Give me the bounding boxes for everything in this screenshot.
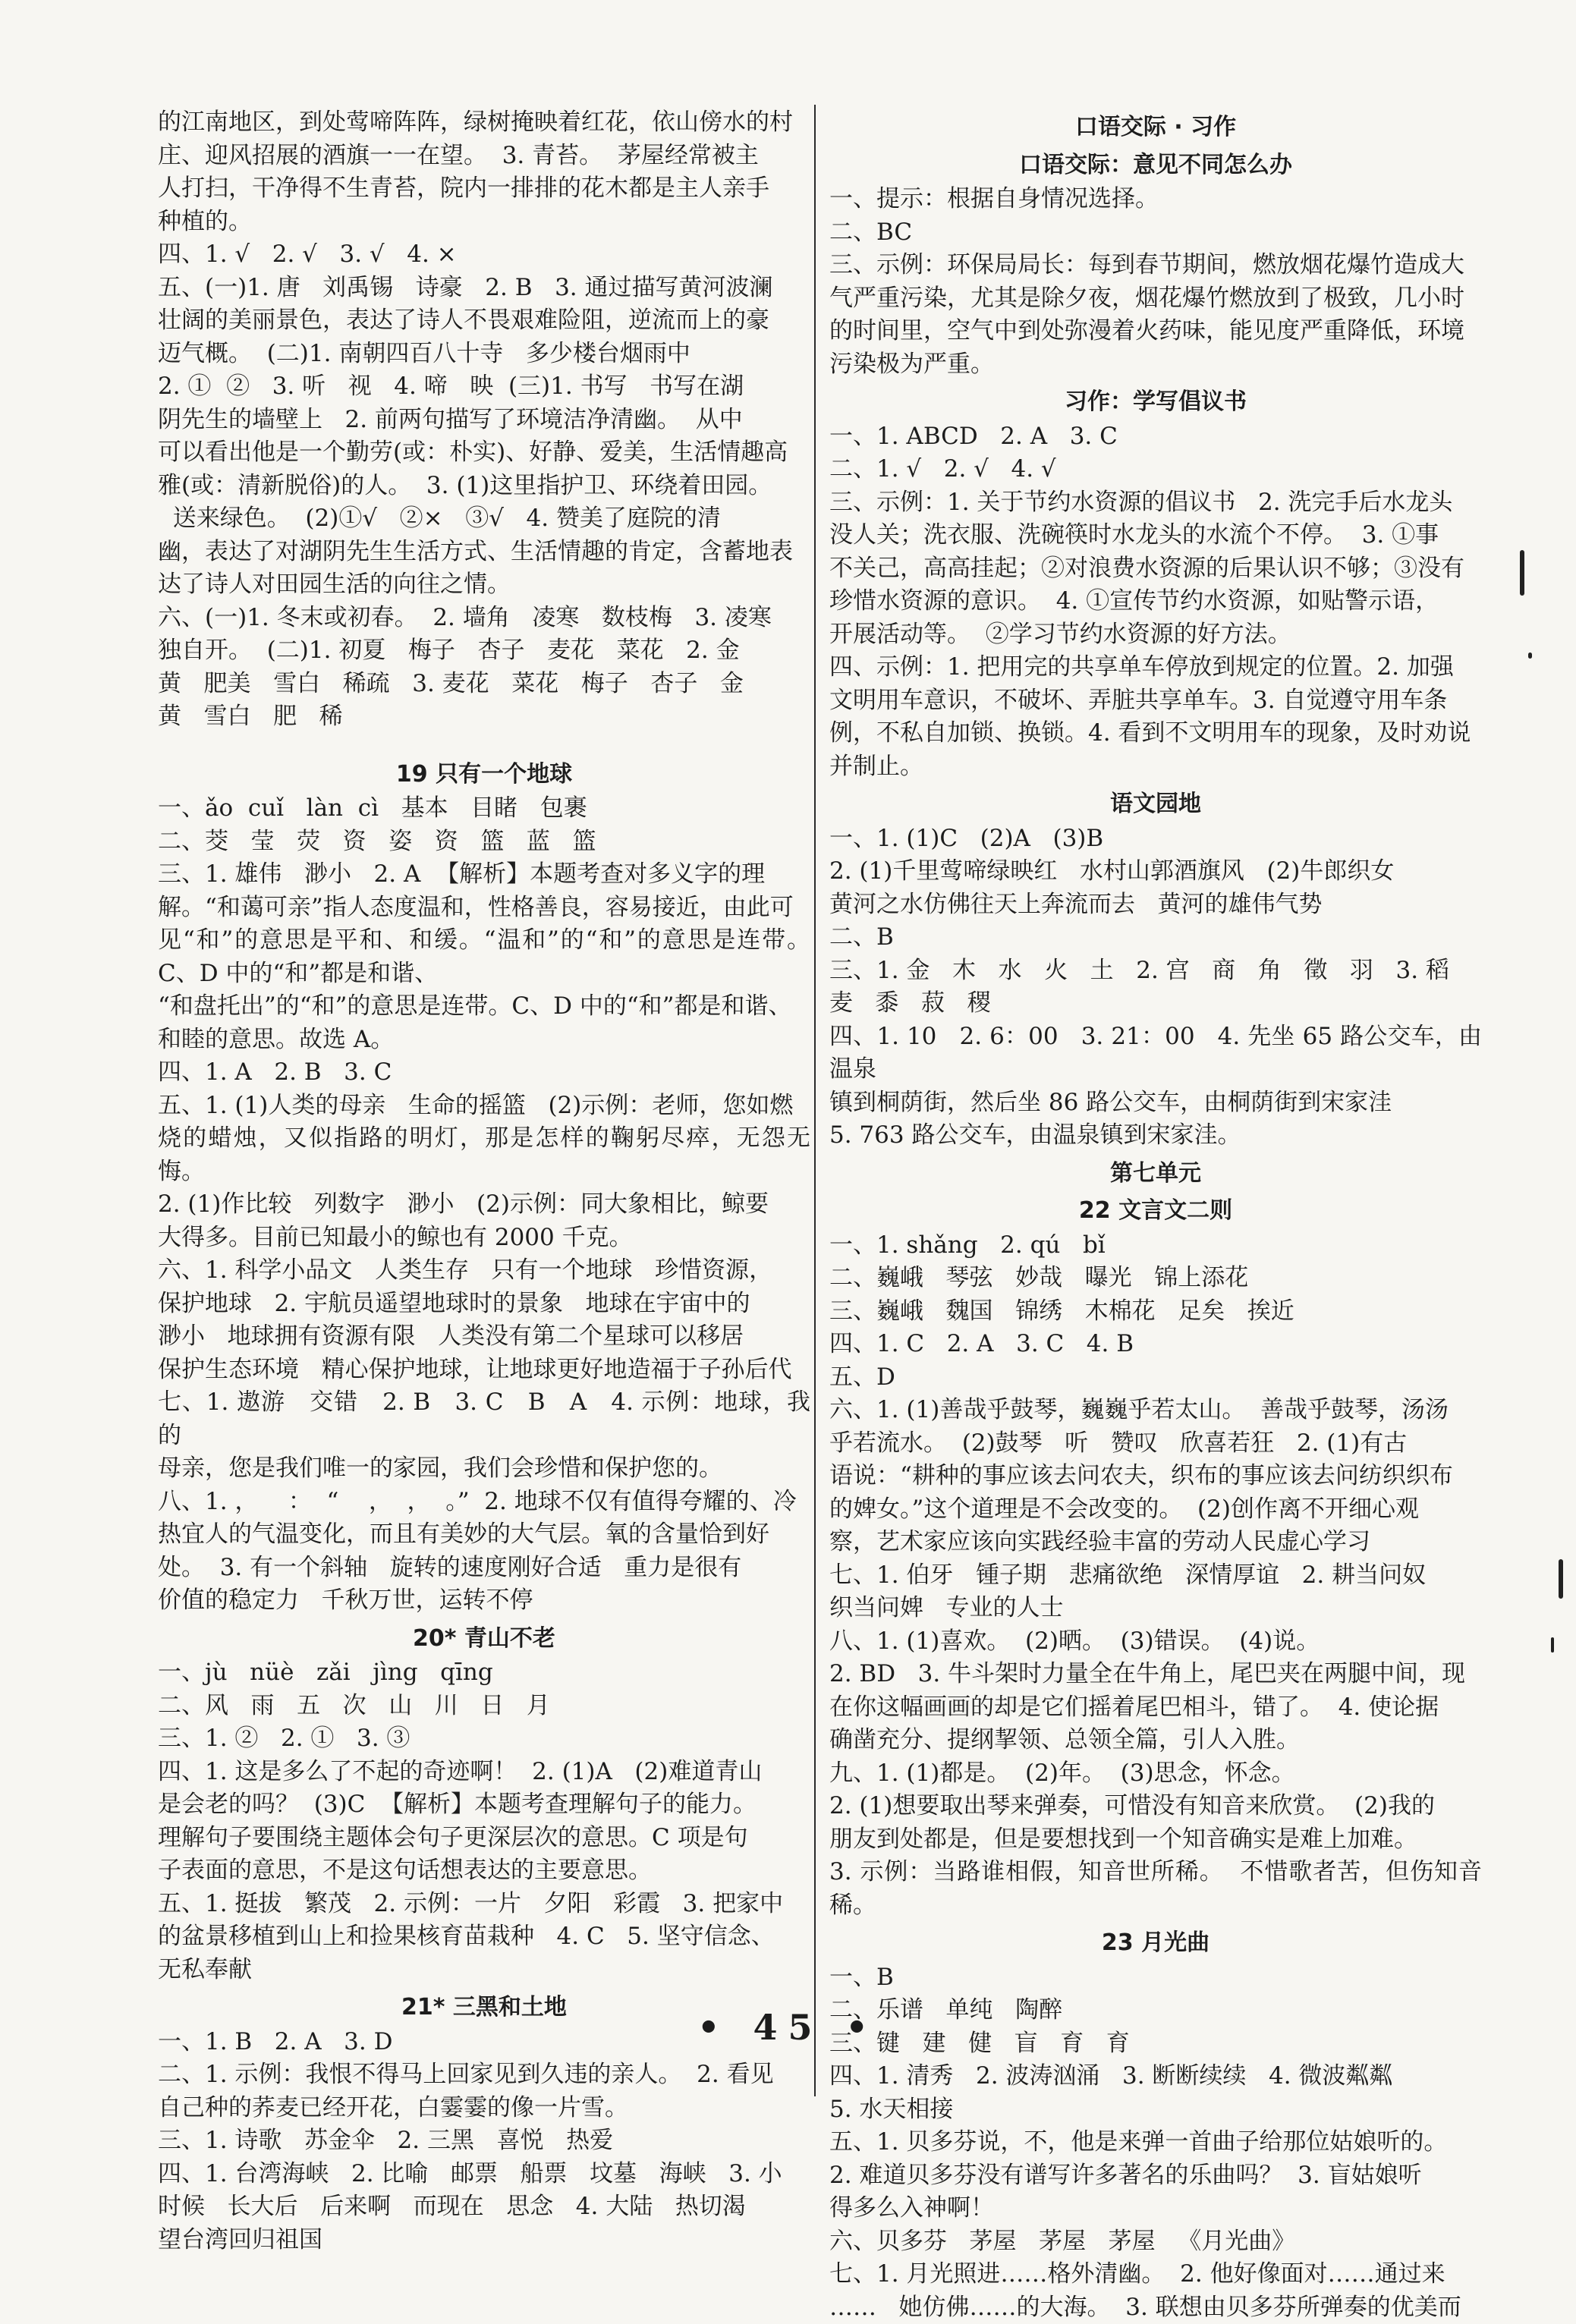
- answer-line: 七、1. 遨游 交错 2. B 3. C B A 4. 示例：地球，我的: [158, 1386, 810, 1452]
- answer-line: 二、1. 示例：我恨不得马上回家见到久违的亲人。 2. 看见: [158, 2058, 810, 2092]
- answer-line: 五、(一)1. 唐 刘禹锡 诗豪 2. B 3. 通过描写黄河波澜: [158, 272, 810, 305]
- answer-line: …… 她仿佛……的大海。 3. 联想由贝多芬所弹奏的优美而: [829, 2291, 1482, 2324]
- answer-line: 气严重污染，尤其是除夕夜，烟花爆竹燃放到了极致，几小时: [829, 282, 1482, 316]
- answer-line: 2. 难道贝多芬没有谱写许多著名的乐曲吗？ 3. 盲姑娘听: [829, 2159, 1482, 2193]
- section-heading: 20* 青山不老: [158, 1622, 810, 1656]
- answer-line: 二、风 雨 五 次 山 川 日 月: [158, 1690, 810, 1723]
- answer-line: 五、1. 贝多芬说，不，他是来弹一首曲子给那位姑娘听的。: [829, 2126, 1482, 2159]
- answer-line: 5. 水天相接: [829, 2093, 1482, 2127]
- answer-line: 在你这幅画画的却是它们摇着尾巴相斗，错了。 4. 使论据: [829, 1691, 1482, 1725]
- answer-line: 三、1. 诗歌 苏金伞 2. 三黑 喜悦 热爱: [158, 2124, 810, 2158]
- answer-line: 5. 763 路公交车，由温泉镇到宋家洼。: [829, 1119, 1482, 1153]
- answer-line: 渺小 地球拥有资源有限 人类没有第二个星球可以移居: [158, 1320, 810, 1354]
- answer-line: 并制止。: [829, 750, 1482, 784]
- answer-line: 一、ǎo cuǐ làn cì 基本 目睹 包裹: [158, 792, 810, 826]
- answer-line: 二、乐谱 单纯 陶醉: [829, 1994, 1482, 2027]
- answer-line: 八、1. ， ： “ ， ， 。” 2. 地球不仅有值得夸耀的、冷: [158, 1486, 810, 1519]
- answer-line: 母亲，您是我们唯一的家园，我们会珍惜和保护您的。: [158, 1452, 810, 1486]
- answer-line: 见“和”的意思是平和、和缓。“温和”的“和”的意思是连带。C、D 中的“和”都是和谐、: [158, 924, 810, 990]
- section-heading: 21* 三黑和土地: [158, 1991, 810, 2024]
- answer-line: 二、1. √ 2. √ 4. √: [829, 453, 1482, 486]
- answer-line: 解。“和蔼可亲”指人态度温和，性格善良，容易接近，由此可: [158, 892, 810, 925]
- answer-line: 织当问婢 专业的人士: [829, 1592, 1482, 1625]
- answer-line: 迈气概。 (二)1. 南朝四百八十寺 多少楼台烟雨中: [158, 338, 810, 371]
- answer-line: 一、提示：根据自身情况选择。: [829, 183, 1482, 216]
- answer-line: 一、1. (1)C (2)A (3)B: [829, 822, 1482, 856]
- answer-line: 没人关；洗衣服、洗碗筷时水龙头的水流个不停。 3. ①事: [829, 519, 1482, 552]
- answer-line: 二、B: [829, 921, 1482, 954]
- answer-line: 的江南地区，到处莺啼阵阵，绿树掩映着红花，依山傍水的村: [158, 106, 810, 140]
- answer-line: 达了诗人对田园生活的向往之情。: [158, 568, 810, 602]
- answer-line: 开展活动等。 ②学习节约水资源的好方法。: [829, 618, 1482, 652]
- section-heading: 19 只有一个地球: [158, 758, 810, 791]
- answer-line: 三、1. ② 2. ① 3. ③: [158, 1722, 810, 1756]
- answer-line: 是会老的吗？ (3)C 【解析】本题考查理解句子的能力。: [158, 1788, 810, 1822]
- answer-line: 一、1. shǎng 2. qú bǐ: [829, 1229, 1482, 1263]
- answer-line: 独自开。 (二)1. 初夏 梅子 杏子 麦花 菜花 2. 金: [158, 634, 810, 668]
- answer-line: 大得多。目前已知最小的鲸也有 2000 千克。: [158, 1222, 810, 1255]
- answer-line: 污染极为严重。: [829, 348, 1482, 382]
- answer-line: 四、1. A 2. B 3. C: [158, 1056, 810, 1090]
- answer-line: 五、1. (1)人类的母亲 生命的摇篮 (2)示例：老师，您如燃: [158, 1090, 810, 1123]
- answer-line: 种植的。: [158, 206, 810, 239]
- answer-line: 壮阔的美丽景色，表达了诗人不畏艰难险阻，逆流而上的豪: [158, 304, 810, 338]
- answer-line: 2. (1)千里莺啼绿映红 水村山郭酒旗风 (2)牛郎织女: [829, 855, 1482, 888]
- answer-line: “和盘托出”的“和”的意思是连带。C、D 中的“和”都是和谐、: [158, 990, 810, 1024]
- answer-line: 七、1. 伯牙 锺子期 悲痛欲绝 深情厚谊 2. 耕当问奴: [829, 1559, 1482, 1593]
- scan-mark: [1551, 1637, 1554, 1653]
- answer-line: 黄河之水仿佛往天上奔流而去 黄河的雄伟气势: [829, 888, 1482, 922]
- scan-mark: [1528, 653, 1532, 659]
- answer-line: 一、1. ABCD 2. A 3. C: [829, 420, 1482, 454]
- answer-line: 处。 3. 有一个斜轴 旋转的速度刚好合适 重力是很有: [158, 1552, 810, 1585]
- left-column: [158, 106, 810, 2256]
- section-heading: 语文园地: [829, 788, 1482, 821]
- answer-line: 五、D: [829, 1361, 1482, 1395]
- answer-line: 人打扫，干净得不生青苔，院内一排排的花木都是主人亲手: [158, 172, 810, 206]
- answer-line: 送来绿色。 (2)①√ ②× ③√ 4. 赞美了庭院的清: [158, 502, 810, 536]
- answer-line: 麦 黍 菽 稷: [829, 987, 1482, 1020]
- answer-line: 察，艺术家应该向实践经验丰富的劳动人民虚心学习: [829, 1526, 1482, 1559]
- answer-line: 三、示例：1. 关于节约水资源的倡议书 2. 洗完手后水龙头: [829, 486, 1482, 520]
- scan-mark: [1559, 1559, 1563, 1599]
- answer-line: 三、1. 金 木 水 火 土 2. 宫 商 角 徵 羽 3. 稻: [829, 954, 1482, 988]
- answer-line: 文明用车意识，不破坏、弄脏共享单车。3. 自觉遵守用车条: [829, 684, 1482, 718]
- page-number: • 45 •: [0, 2007, 1576, 2048]
- answer-line: 望台湾回归祖国: [158, 2224, 810, 2257]
- answer-line: 阴先生的墙壁上 2. 前两句描写了环境洁净清幽。 从中: [158, 404, 810, 437]
- answer-line: 得多么入神啊！: [829, 2192, 1482, 2225]
- answer-line: 自己种的荞麦已经开花，白霎霎的像一片雪。: [158, 2092, 810, 2125]
- answer-line: 四、示例：1. 把用完的共享单车停放到规定的位置。2. 加强: [829, 651, 1482, 684]
- answer-line: 四、1. 清秀 2. 波涛汹涌 3. 断断续续 4. 微波粼粼: [829, 2060, 1482, 2093]
- answer-line: 幽，表达了对湖阴先生生活方式、生活情趣的肯定，含蓄地表: [158, 536, 810, 569]
- answer-line: 子表面的意思，不是这句话想表达的主要意思。: [158, 1854, 810, 1888]
- section-heading: 第七单元: [829, 1157, 1482, 1190]
- answer-line: 保护生态环境 精心保护地球，让地球更好地造福于子孙后代: [158, 1354, 810, 1387]
- answer-line: 的时间里，空气中到处弥漫着火药味，能见度严重降低，环境: [829, 315, 1482, 348]
- answer-line: 2. (1)作比较 列数字 渺小 (2)示例：同大象相比，鲸要: [158, 1188, 810, 1222]
- answer-line: 三、键 建 健 盲 育 育: [829, 2027, 1482, 2061]
- answer-line: 六、1. 科学小品文 人类生存 只有一个地球 珍惜资源，: [158, 1254, 810, 1288]
- answer-line: 四、1. C 2. A 3. C 4. B: [829, 1328, 1482, 1361]
- answer-line: 确凿充分、提纲挈领、总领全篇，引人入胜。: [829, 1724, 1482, 1757]
- answer-line: 四、1. 这是多么了不起的奇迹啊！ 2. (1)A (2)难道青山: [158, 1756, 810, 1789]
- answer-line: 的盆景移植到山上和捡果核育苗栽种 4. C 5. 坚守信念、: [158, 1920, 810, 1954]
- answer-line: 四、1. 台湾海峡 2. 比喻 邮票 船票 坟墓 海峡 3. 小: [158, 2158, 810, 2191]
- answer-line: 保护地球 2. 宇航员遥望地球时的景象 地球在宇宙中的: [158, 1288, 810, 1321]
- answer-line: 可以看出他是一个勤劳(或：朴实)、好静、爱美，生活情趣高: [158, 436, 810, 470]
- column-divider: [814, 105, 816, 2096]
- answer-line: 镇到桐荫街，然后坐 86 路公交车，由桐荫街到宋家洼: [829, 1087, 1482, 1120]
- answer-line: 乎若流水。 (2)鼓琴 听 赞叹 欣喜若狂 2. (1)有古: [829, 1427, 1482, 1461]
- answer-line: 四、1. √ 2. √ 3. √ 4. ×: [158, 238, 810, 272]
- answer-line: 3. 示例：当路谁相假，知音世所稀。 不惜歌者苦，但伤知音稀。: [829, 1856, 1482, 1922]
- answer-line: 八、1. (1)喜欢。 (2)晒。 (3)错误。 (4)说。: [829, 1625, 1482, 1659]
- answer-line: 语说：“耕种的事应该去问农夫，织布的事应该去问纺织织布: [829, 1460, 1482, 1493]
- section-heading: 23 月光曲: [829, 1926, 1482, 1960]
- answer-line: 不关己，高高挂起；②对浪费水资源的后果认识不够；③没有: [829, 552, 1482, 586]
- scan-mark: [1520, 550, 1524, 596]
- answer-line: 无私奉献: [158, 1954, 810, 1987]
- answer-line: 例，不私自加锁、换锁。4. 看到不文明用车的现象，及时劝说: [829, 717, 1482, 750]
- answer-line: 二、茭 莹 荧 资 姿 资 篮 蓝 篮: [158, 826, 810, 859]
- section-heading: 口语交际 · 习作: [829, 111, 1482, 144]
- answer-line: 热宜人的气温变化，而且有美妙的大气层。氧的含量恰到好: [158, 1518, 810, 1552]
- answer-line: 雅(或：清新脱俗)的人。 3. (1)这里指护卫、环绕着田园。: [158, 470, 810, 503]
- answer-line: 三、巍峨 魏国 锦绣 木棉花 足矣 挨近: [829, 1295, 1482, 1329]
- section-heading: 口语交际：意见不同怎么办: [829, 149, 1482, 182]
- section-heading: 22 文言文二则: [829, 1194, 1482, 1228]
- answer-line: 一、jù nüè zǎi jìng qīng: [158, 1656, 810, 1690]
- answer-line: 一、B: [829, 1961, 1482, 1995]
- answer-line: 时候 长大后 后来啊 而现在 思念 4. 大陆 热切渴: [158, 2190, 810, 2224]
- answer-line: 三、示例：环保局局长：每到春节期间，燃放烟花爆竹造成大: [829, 249, 1482, 282]
- answer-line: 2. ① ② 3. 听 视 4. 啼 映 (三)1. 书写 书写在湖: [158, 370, 810, 404]
- answer-line: 珍惜水资源的意识。 4. ①宣传节约水资源，如贴警示语，: [829, 585, 1482, 618]
- answer-line: 黄 肥美 雪白 稀疏 3. 麦花 菜花 梅子 杏子 金: [158, 668, 810, 701]
- answer-line: 2. BD 3. 牛斗架时力量全在牛角上，尾巴夹在两腿中间，现: [829, 1658, 1482, 1691]
- answer-line: 二、巍峨 琴弦 妙哉 曝光 锦上添花: [829, 1262, 1482, 1295]
- answer-line: 烧的蜡烛，又似指路的明灯，那是怎样的鞠躬尽瘁，无怨无悔。: [158, 1122, 810, 1188]
- blank-line: [158, 734, 810, 753]
- answer-line: 和睦的意思。故选 A。: [158, 1024, 810, 1057]
- answer-line: 五、1. 挺拔 繁茂 2. 示例：一片 夕阳 彩霞 3. 把家中: [158, 1888, 810, 1921]
- answer-line: 2. (1)想要取出琴来弹奏，可惜没有知音来欣赏。 (2)我的: [829, 1790, 1482, 1823]
- answer-line: 理解句子要围绕主题体会句子更深层次的意思。C 项是句: [158, 1822, 810, 1855]
- section-heading: 习作：学写倡议书: [829, 385, 1482, 419]
- answer-line: 三、1. 雄伟 渺小 2. A 【解析】本题考查对多义字的理: [158, 858, 810, 892]
- answer-line: 六、贝多芬 茅屋 茅屋 茅屋 《月光曲》: [829, 2225, 1482, 2259]
- answer-line: 七、1. 月光照进……格外清幽。 2. 他好像面对……通过来: [829, 2258, 1482, 2291]
- answer-line: 一、1. B 2. A 3. D: [158, 2026, 810, 2059]
- answer-line: 朋友到处都是，但是要想找到一个知音确实是难上加难。: [829, 1823, 1482, 1857]
- answer-line: 二、BC: [829, 216, 1482, 250]
- right-column: [829, 106, 1482, 2324]
- answer-line: 黄 雪白 肥 稀: [158, 700, 810, 734]
- answer-line: 九、1. (1)都是。 (2)年。 (3)思念，怀念。: [829, 1757, 1482, 1791]
- answer-line: 庄、迎风招展的酒旗一一在望。 3. 青苔。 茅屋经常被主: [158, 140, 810, 173]
- answer-line: 六、(一)1. 冬末或初春。 2. 墙角 凌寒 数枝梅 3. 凌寒: [158, 602, 810, 635]
- answer-line: 六、1. (1)善哉乎鼓琴，巍巍乎若太山。 善哉乎鼓琴，汤汤: [829, 1394, 1482, 1427]
- answer-line: 价值的稳定力 千秋万世，运转不停: [158, 1584, 810, 1618]
- answer-line: 四、1. 10 2. 6：00 3. 21：00 4. 先坐 65 路公交车，由温泉: [829, 1020, 1482, 1087]
- answer-line: 的婢女。”这个道理是不会改变的。 (2)创作离不开细心观: [829, 1493, 1482, 1527]
